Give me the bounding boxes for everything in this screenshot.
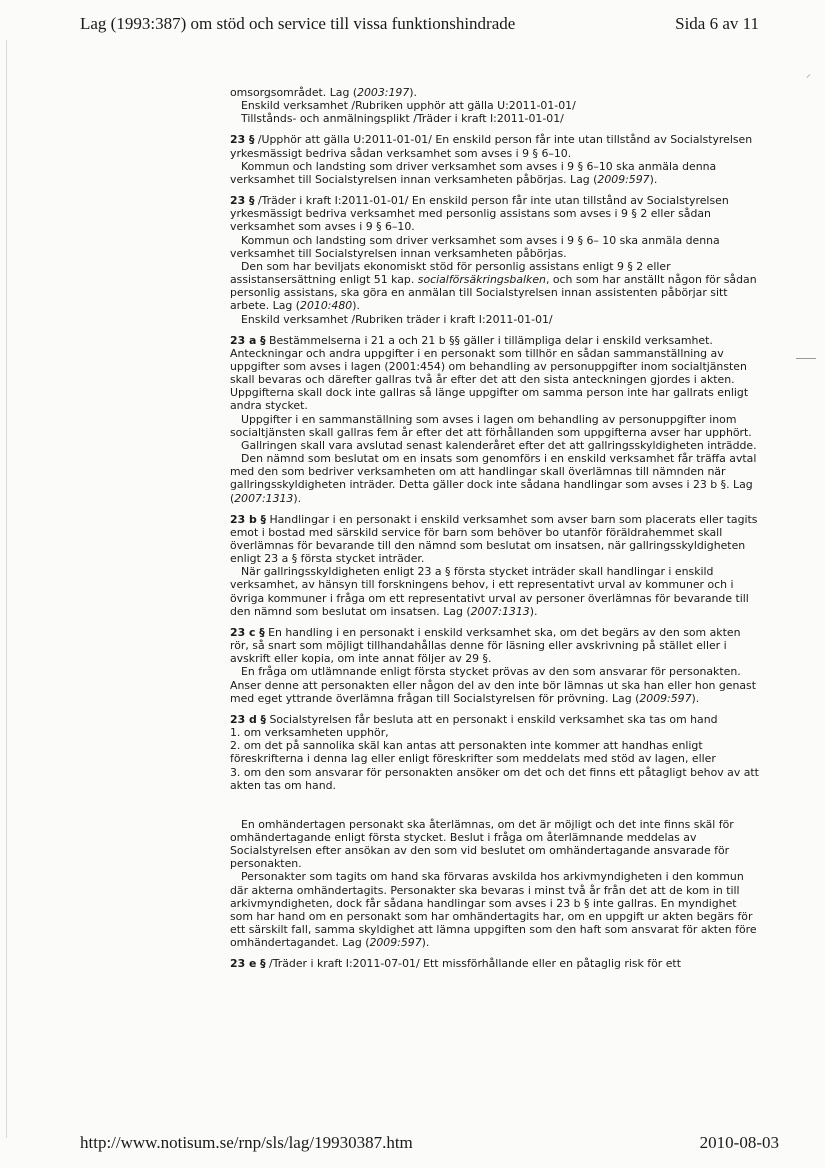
heading-tillstands: Tillstånds- och anmälningsplikt /Träder i kraft I:2011-01-01/	[241, 112, 564, 126]
document-title: Lag (1993:387) om stöd och service till vissa funktionshindrade	[80, 14, 516, 33]
section-number: 23 §	[230, 194, 255, 208]
section-paragraph: Uppgifter i en sammanställning som avses i lagen om behandling av personuppgifter inom socialtjänsten skall gallras fem år efter det att förhållanden som uppgifterna avser har upphört.	[230, 412, 752, 439]
section-paragraph: 23 § /Träder i kraft I:2011-01-01/ En enskild person får inte utan tillstånd av Socialstyrelsen yrkesmässigt bedriva verksamhet med personlig assistans som avses i 9 § 2 eller sådan verksamhet som avses i 9 § 6–10.	[230, 194, 729, 234]
spacer	[230, 792, 760, 805]
section-paragraph: 23 e § /Träder i kraft I:2011-07-01/ Ett missförhållande eller en påtaglig risk för ett	[230, 957, 681, 971]
page-number: Sida 6 av 11	[675, 14, 759, 33]
document-body	[230, 86, 760, 979]
section-23d	[230, 713, 760, 950]
section-23-new	[230, 194, 760, 326]
print-date: 2010-08-03	[699, 1133, 779, 1152]
section-paragraph: 23 b § Handlingar i en personakt i enskild verksamhet som avser barn som placerats eller tagits emot i bostad med särskild service för barn som behöver bo utanför föräldrahemmet skall överlämnas för bevarande till den nämnd som beslutat om insatsen, när gallringsskyldigheten enligt 23 a § första stycket inträder.	[230, 512, 758, 566]
section-number: 23 c §	[230, 625, 265, 639]
section-number: 23 d §	[230, 712, 266, 726]
scan-artifact: ⸝	[806, 69, 811, 80]
list-item: 2. om det på sannolika skäl kan antas att personakten inte kommer att handhas enligt föreskrifterna i denna lag eller enligt föreskrifter som meddelats med stöd av lagen, eller	[230, 739, 716, 766]
list-item: 1. om verksamheten upphör,	[230, 726, 389, 740]
intro-block	[230, 86, 760, 125]
section-paragraph: Den som har beviljats ekonomiskt stöd för personlig assistans enligt 9 § 2 eller assistansersättning enligt 51 kap. socialförsäkringsbalken, och som har anställt någon för sådan personlig assistans, ska göra en anmälan till Socialstyrelsen innan assistenten påbörjar sitt arbete. Lag (2010:480).	[230, 259, 757, 313]
section-paragraph: En fråga om utlämnande enligt första stycket prövas av den som ansvarar för personakten. Anser denne att personakten eller någon del av den inte bör lämnas ut ska han eller hon genast med eget yttrande överlämna frågan till Socialstyrelsen för prövning. Lag (2009:597).	[230, 665, 756, 705]
section-23c	[230, 626, 760, 705]
section-23e	[230, 957, 760, 970]
section-23a	[230, 334, 760, 505]
section-paragraph: Kommun och landsting som driver verksamhet som avses i 9 § 6– 10 ska anmäla denna verksamhet till Socialstyrelsen innan verksamheten påbörjas.	[230, 233, 720, 260]
section-number: 23 §	[230, 133, 255, 147]
heading-enskild-verksamhet: Enskild verksamhet /Rubriken träder i kraft I:2011-01-01/	[241, 312, 553, 326]
section-23b	[230, 513, 760, 618]
print-header	[80, 14, 777, 36]
intro-line: omsorgsområdet. Lag (2003:197).	[230, 86, 417, 99]
section-paragraph: Kommun och landsting som driver verksamhet som avses i 9 § 6–10 ska anmäla denna verksamhet till Socialstyrelsen innan verksamheten påbörjas. Lag (2009:597).	[230, 159, 717, 186]
source-url: http://www.notisum.se/rnp/sls/lag/19930387.htm	[80, 1133, 413, 1152]
print-footer	[80, 1133, 785, 1155]
section-23-old	[230, 133, 760, 186]
section-paragraph: 23 c § En handling i en personakt i enskild verksamhet ska, om det begärs av den som akten rör, så snart som möjligt tillhandahållas denne för läsning eller avskrivning på stället eller i avskrift eller kopia, om inte annat följer av 29 §.	[230, 625, 741, 666]
section-paragraph: Gallringen skall vara avslutad senast kalenderåret efter det att gallringsskyldigheten inträdde.	[241, 438, 757, 452]
scan-edge-line	[6, 40, 7, 1138]
section-paragraph: 23 § /Upphör att gälla U:2011-01-01/ En enskild person får inte utan tillstånd av Socialstyrelsen yrkesmässigt bedriva sådan verksamhet som avses i 9 § 6–10.	[230, 133, 753, 160]
section-paragraph: En omhändertagen personakt ska återlämnas, om det är möjligt och det inte finns skäl för omhändertagande enligt första stycket. Beslut i fråga om återlämnande meddelas av Socialstyrelsen efter ansökan av den som vid beslutet om omhändertagande ansvarade för personakten.	[230, 817, 734, 871]
section-paragraph: Den nämnd som beslutat om en insats som genomförs i en enskild verksamhet får träffa avtal med den som bedriver verksamheten om att handlingar skall överlämnas till nämnden när gallringsskyldigheten inträder. Detta gäller dock inte sådana handlingar som avses i 23 b §. Lag (2007:1313).	[230, 452, 757, 505]
list-item: 3. om den som ansvarar för personakten ansöker om det och det finns ett påtagligt behov av att akten tas om hand.	[230, 765, 759, 792]
section-paragraph: När gallringsskyldigheten enligt 23 a § första stycket inträder skall handlingar i enskild verksamhet, av hänsyn till forskningens behov, i ett representativt urval av kommuner och i övriga kommuner i fråga om ett representativt urval av personer överlämnas för bevarande till den nämnd som beslutat om insatsen. Lag (2007:1313).	[230, 565, 749, 618]
section-number: 23 e §	[230, 957, 266, 971]
section-paragraph: Personakter som tagits om hand ska förvaras avskilda hos arkivmyndigheten i den kommun där akterna omhändertagits. Personakter ska bevaras i minst två år från det att de kom in till arkivmyndigheten, dock får sådana handlingar som avses i 23 b § inte gallras. En myndighet som har hand om en personakt som har omhändertagits har, om en uppgift ur akten begärs för ett särskilt fall, samma skyldighet att lämna uppgiften som den haft som ansvarat för akten före omhändertagandet. Lag (2009:597).	[230, 870, 757, 950]
section-paragraph: 23 d § Socialstyrelsen får besluta att en personakt i enskild verksamhet ska tas om hand	[230, 712, 718, 726]
section-number: 23 a §	[230, 333, 266, 347]
heading-enskild-verksamhet: Enskild verksamhet /Rubriken upphör att gälla U:2011-01-01/	[241, 99, 576, 113]
spacer	[230, 805, 760, 818]
section-paragraph: 23 a § Bestämmelserna i 21 a och 21 b §§ gäller i tillämpliga delar i enskild verksamhet. Anteckningar och andra uppgifter i en personakt som tillhör en sådan sammanställning av uppgifter som avses i lagen (2001:454) om behandling av personuppgifter inom socialtjänsten skall bevaras och därefter gallras två år efter det att den sista anteckningen gjordes i akten. Uppgifterna skall dock inte gallras så länge uppgifter om samma person inte har gallrats enligt andra stycket.	[230, 333, 749, 413]
section-number: 23 b §	[230, 512, 266, 526]
margin-mark	[796, 358, 816, 359]
